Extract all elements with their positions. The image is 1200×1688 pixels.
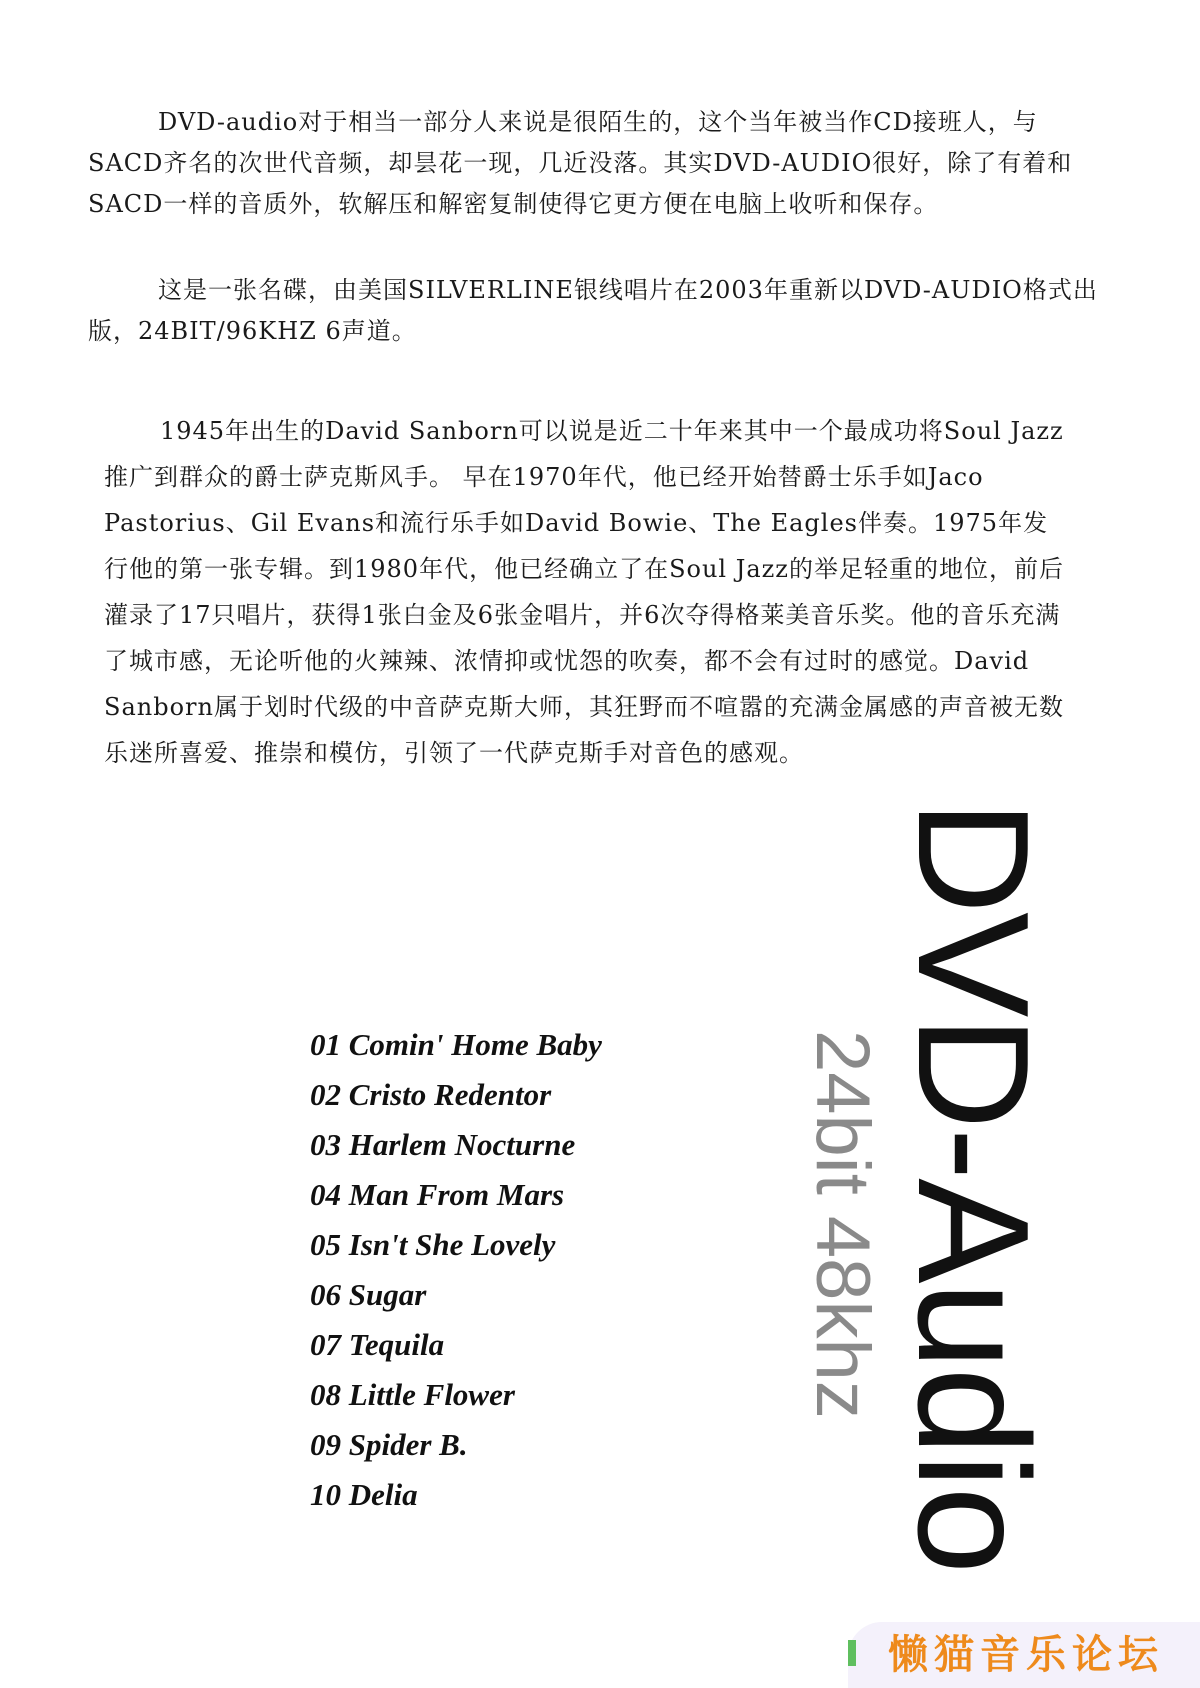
format-spec-vertical: 24bit 48khz xyxy=(800,1030,885,1419)
track-item: 02 Cristo Redentor xyxy=(310,1077,552,1112)
track-item: 08 Little Flower xyxy=(310,1377,515,1412)
intro-paragraph-2: 这是一张名碟，由美国SILVERLINE银线唱片在2003年重新以DVD-AUDIO格式出版，24BIT/96KHZ 6声道。 xyxy=(88,276,1098,345)
track-item: 04 Man From Mars xyxy=(310,1177,565,1212)
format-title-vertical: DVD-Audio xyxy=(885,800,1061,1573)
bio-paragraph: 1945年出生的David Sanborn可以说是近二十年来其中一个最成功将Soul Jazz推广到群众的爵士萨克斯风手。 早在1970年代，他已经开始替爵士乐手如Jaco Pastorius、Gil Evans和流行乐手如David Bowie、The Eagles伴奏。1975年发行他的第一张专辑。到1980年代，他已经确立了在Soul Jazz的举足轻重的地位，前后灌录了17只唱片，获得1张白金及6张金唱片，并6次夺得格莱美音乐奖。他的音乐充满了城市感，无论听他的火辣辣、浓情抑或忧怨的吹奏，都不会有过时的感觉。David Sanborn属于划时代级的中音萨克斯大师，其狂野而不喧嚣的充满金属感的声音被无数乐迷所喜爱、推崇和模仿，引领了一代萨克斯手对音色的感观。 xyxy=(104,417,1064,767)
track-item: 09 Spider B. xyxy=(310,1427,468,1462)
intro-paragraph-1: DVD-audio对于相当一部分人来说是很陌生的，这个当年被当作CD接班人，与SACD齐名的次世代音频，却昙花一现，几近没落。其实DVD-AUDIO很好，除了有着和SACD一样的音质外，软解压和解密复制使得它更方便在电脑上收听和保存。 xyxy=(88,108,1073,218)
track-item: 03 Harlem Nocturne xyxy=(310,1127,576,1162)
track-item: 07 Tequila xyxy=(310,1327,445,1362)
track-list xyxy=(310,1020,602,1520)
track-item: 05 Isn't She Lovely xyxy=(310,1227,556,1262)
track-item: 06 Sugar xyxy=(310,1277,427,1312)
track-item: 10 Delia xyxy=(310,1477,418,1512)
forum-watermark: 懒猫音乐论坛 xyxy=(888,1632,1164,1678)
track-item: 01 Comin' Home Baby xyxy=(310,1027,602,1062)
watermark-accent-mark xyxy=(848,1640,856,1666)
